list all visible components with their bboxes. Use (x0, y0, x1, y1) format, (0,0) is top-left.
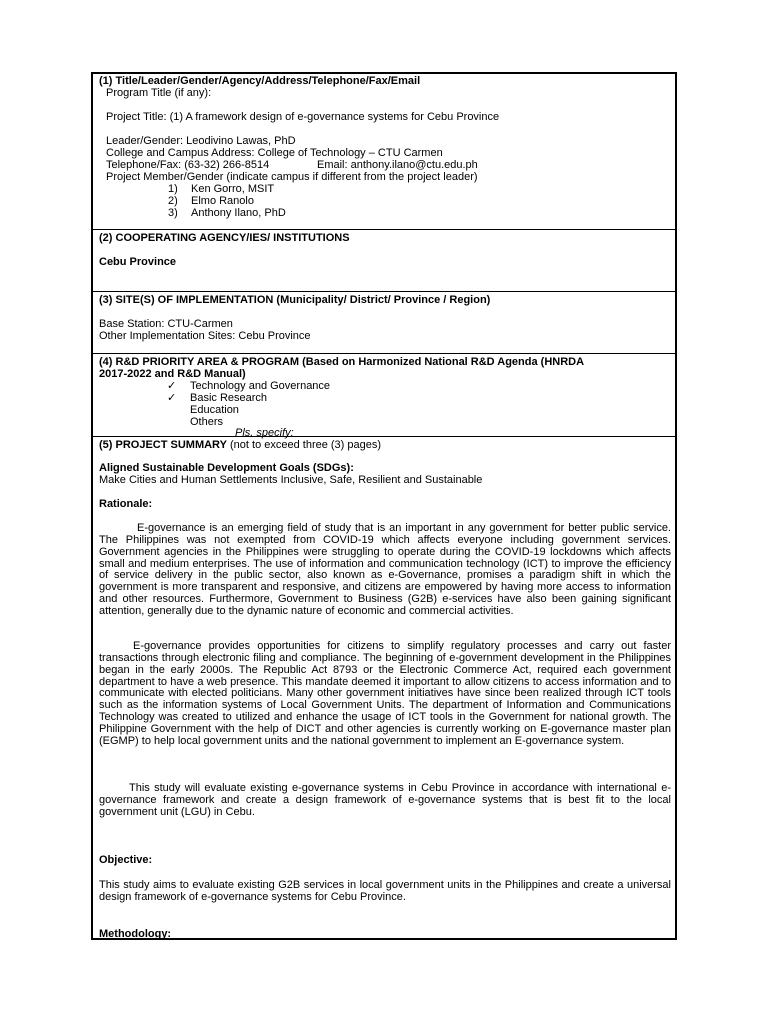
rationale-heading: Rationale: (99, 498, 153, 510)
methodology-heading: Methodology: (99, 928, 172, 940)
member-name: Ken Gorro, MSIT (191, 183, 275, 195)
check-icon: ✓ (167, 380, 177, 392)
section-project-summary (93, 436, 675, 938)
priority-item: Basic Research (190, 392, 268, 404)
priority-item: Technology and Governance (190, 380, 331, 392)
other-sites: Other Implementation Sites: Cebu Province (99, 330, 311, 342)
rationale-paragraph-1: E-governance is an emerging field of study that is an important in any government for better public service. The Philippines was not exempted from COVID-19 which affects everyone including government services. Government agencies in the Philippines were struggling to operate during the COVID-19 lockdowns which affects small and medium enterprises. The use of information and communication technology (ICT) to improve the efficiency of service delivery in the public sector, also known as e-Governance, promises a paradigm shift in which the government is more transparent and responsive, and citizens are empowered by having more access to information and other resources. Furthermore, Government to Business (G2B) e-services have also been gaining significant attention, generally due to the dynamic nature of economic and commercial activities. (99, 522, 671, 617)
section-title-leader (93, 74, 675, 229)
rationale-paragraph-2: E-governance provides opportunities for citizens to simplify regulatory processes and carry out faster transactions through electronic filing and compliance. The beginning of e-government development in the Philippines began in the early 2000s. The Republic Act 8793 or the Electronic Commerce Act, required each government department to have a web presence. This mandate deemed it important to allow citizens to access information and to communicate with elected politicians. Many other government initiatives have since been realized through ICT tools such as the information systems of Local Government Units. The department of Information and Communications Technology was created to utilized and enhance the usage of ICT tools in the Government for national growth. The Philippine Government with the help of DICT and other agencies is currently working on E-governance master plan (EGMP) to help local government units and the national government to implement an E-governance system. (99, 640, 671, 747)
telephone-fax: Telephone/Fax: (63-32) 266-8514 (106, 159, 270, 171)
section-cooperating-agency (93, 229, 675, 291)
rationale-paragraph-3: This study will evaluate existing e-governance systems in Cebu Province in accordance with international e-governance framework and create a design framework of e-governance systems that is best fit to the local government unit (LGU) in Cebu. (99, 782, 671, 818)
objective-heading: Objective: (99, 854, 153, 866)
member-name: Anthony Ilano, PhD (191, 207, 286, 219)
section-4-heading: (4) R&D PRIORITY AREA & PROGRAM (Based on Harmonized National R&D Agenda (HNRDA (99, 356, 585, 368)
member-number: 2) (168, 195, 178, 207)
section-5-heading-line (99, 439, 381, 451)
section-1-heading: (1) Title/Leader/Gender/Agency/Address/Telephone/Fax/Email (99, 75, 421, 87)
section-priority-area (93, 353, 675, 439)
member-number: 3) (168, 207, 178, 219)
project-proposal-form (91, 72, 677, 940)
section-2-heading: (2) COOPERATING AGENCY/IES/ INSTITUTIONS (99, 232, 350, 244)
base-station: Base Station: CTU-Carmen (99, 318, 233, 330)
sdg-text: Make Cities and Human Settlements Inclusive, Safe, Resilient and Sustainable (99, 474, 483, 486)
section-4-heading-cont: 2017-2022 and R&D Manual) (99, 368, 246, 380)
sdg-heading: Aligned Sustainable Development Goals (SDGs): (99, 462, 354, 474)
priority-item: Others (190, 416, 224, 428)
project-member-label: Project Member/Gender (indicate campus if different from the project leader) (106, 171, 478, 183)
specify-label: Pls. specify: (235, 427, 294, 439)
college-address: College and Campus Address: College of Technology – CTU Carmen (106, 147, 443, 159)
member-number: 1) (168, 183, 178, 195)
project-leader: Leader/Gender: Leodivino Lawas, PhD (106, 135, 296, 147)
section-site-implementation (93, 291, 675, 353)
objective-text: This study aims to evaluate existing G2B services in local government units in the Philippines and create a universal design framework of e-governance systems for Cebu Province. (99, 879, 671, 903)
project-title: Project Title: (1) A framework design of e-governance systems for Cebu Province (106, 111, 500, 123)
section-5-heading: (5) PROJECT SUMMARY (99, 439, 227, 451)
check-icon: ✓ (167, 392, 177, 404)
member-name: Elmo Ranolo (191, 195, 254, 207)
priority-item: Education (190, 404, 239, 416)
program-title: Program Title (if any): (106, 87, 212, 99)
section-5-note: (not to exceed three (3) pages) (230, 439, 382, 451)
cooperating-agency-value: Cebu Province (99, 256, 177, 268)
email: Email: anthony.ilano@ctu.edu.ph (317, 159, 478, 171)
section-3-heading: (3) SITE(S) OF IMPLEMENTATION (Municipality/ District/ Province / Region) (99, 294, 491, 306)
